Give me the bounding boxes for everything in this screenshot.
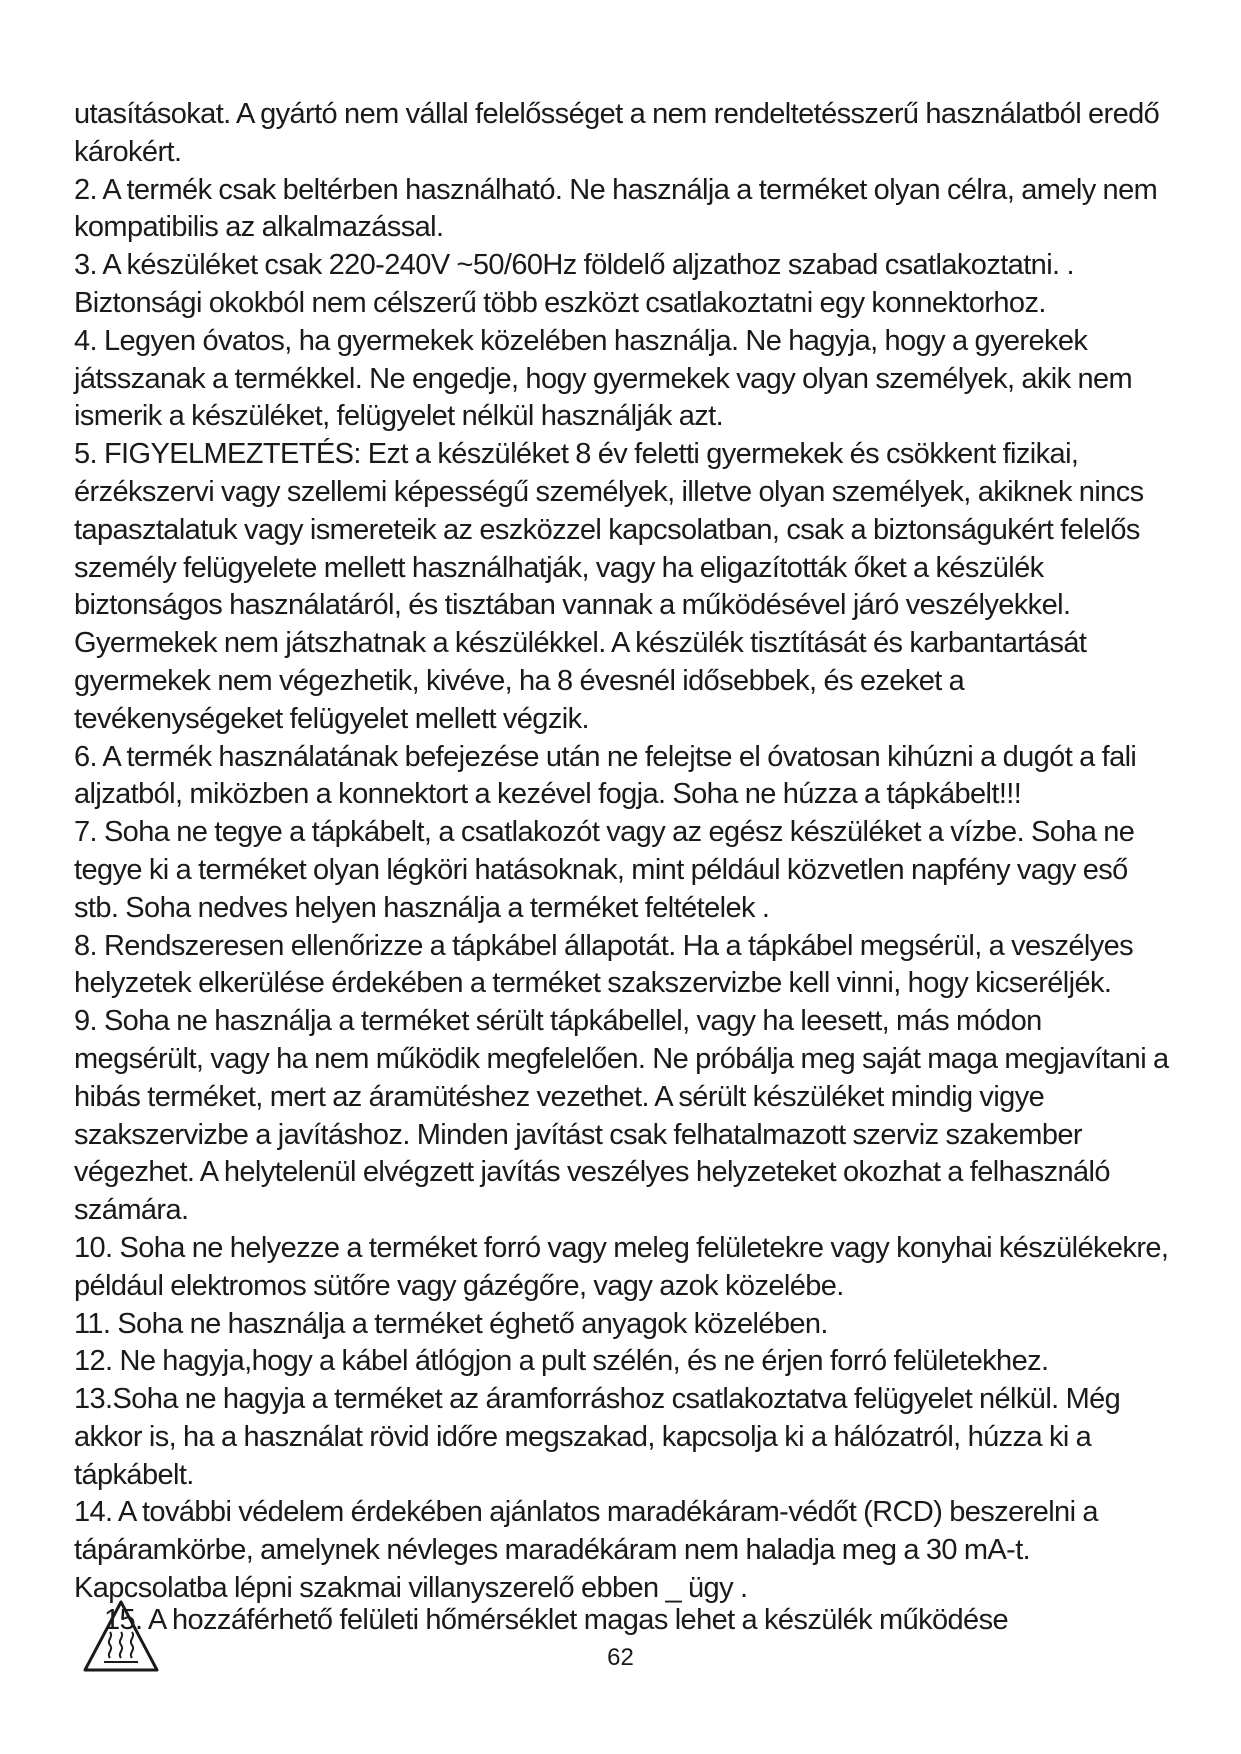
paragraph-8: 8. Rendszeresen ellenőrizze a tápkábel állapotát. Ha a tápkábel megsérül, a veszélyes helyzetek elkerülése érdekében a terméket szakszervizbe kell vinni, hogy kicseréljék. [74,929,1134,1000]
paragraph-13: 13.Soha ne hagyja a terméket az áramforráshoz csatlakoztatva felügyelet nélkül. Még akkor is, ha a használat rövid időre megszakad, kapcsolja ki a hálózatról, húzza ki a tápkábelt. [74,1383,1121,1491]
paragraph-12: 12. Ne hagyja,hogy a kábel átlógjon a pult szélén, és ne érjen forró felületekhez. [74,1345,1049,1378]
instructions-body [74,96,1174,1608]
page-number: 62 [607,1644,634,1671]
warning-text: 15. A hozzáférhető felületi hőmérséklet magas lehet a készülék működése [104,1604,1009,1636]
paragraph-7: 7. Soha ne tegye a tápkábelt, a csatlakozót vagy az egész készüléket a vízbe. Soha ne tegye ki a terméket olyan légköri hatásoknak, mint például közvetlen napfény vagy eső stb. Soha nedves helyen használja a terméket feltételek . [74,816,1135,924]
paragraph-11: 11. Soha ne használja a terméket éghető anyagok közelében. [74,1307,828,1340]
paragraph-14: 14. A további védelem érdekében ajánlatos maradékáram-védőt (RCD) beszerelni a tápáramkörbe, amelynek névleges maradékáram nem haladja meg a 30 mA-t. Kapcsolatba lépni szakmai villanyszerelő ebben _ ügy . [74,1496,1098,1605]
paragraph-5: 5. FIGYELMEZTETÉS: Ezt a készüléket 8 év feletti gyermekek és csökkent fizikai, érzékszervi vagy szellemi képességű személyek, illetve olyan személyek, akiknek nincs tapasztalatuk vagy ismereteik az eszközzel kapcsolatban, csak a biztonságukért felelős személy felügyelete mellett használhatják, vagy ha eligazították őket a készülék biztonságos használatáról, és tisztában vannak a működésével járó veszélyekkel. Gyermekek nem játszhatnak a készülékkel. A készülék tisztítását és karbantartását gyermekek nem végezhetik, kivéve, ha 8 évesnél idősebbek, és ezeket a tevékenységeket felügyelet mellett végzik. [74,438,1144,735]
paragraph-intro: utasításokat. A gyártó nem vállal felelősséget a nem rendeltetésszerű használatból eredő károkért. [74,98,1160,168]
paragraph-3: 3. A készüléket csak 220-240V ~50/60Hz földelő aljzathoz szabad csatlakoztatni. . Biztonsági okokból nem célszerű több eszközt csatlakoztatni egy konnektorhoz. [74,249,1074,319]
paragraph-9: 9. Soha ne használja a terméket sérült tápkábellel, vagy ha leesett, más módon megsérült, vagy ha nem működik megfelelően. Ne próbálja meg saját maga megjavítani a hibás terméket, mert az áramütéshez vezethet. A sérült készüléket mindig vigye szakszervizbe a javításhoz. Minden javítást csak felhatalmazott szerviz szakember végezhet. A helytelenül elvégzett javítás veszélyes helyzeteket okozhat a felhasználó számára. [74,1005,1169,1227]
paragraph-10: 10. Soha ne helyezze a terméket forró vagy meleg felületekre vagy konyhai készülékekre, például elektromos sütőre vagy gázégőre, vagy azok közelébe. [74,1231,1169,1302]
paragraph-6: 6. A termék használatának befejezése után ne felejtse el óvatosan kihúzni a dugót a fali aljzatból, miközben a konnektort a kezével fogja. Soha ne húzza a tápkábelt!!! [74,740,1137,811]
paragraph-2: 2. A termék csak beltérben használható. Ne használja a terméket olyan célra, amely nem kompatibilis az alkalmazással. [74,173,1158,244]
paragraph-4: 4. Legyen óvatos, ha gyermekek közelében használja. Ne hagyja, hogy a gyerekek játsszanak a termékkel. Ne engedje, hogy gyermekek vagy olyan személyek, akik nem ismerik a készüléket, felügyelet nélkül használják azt. [74,324,1133,433]
